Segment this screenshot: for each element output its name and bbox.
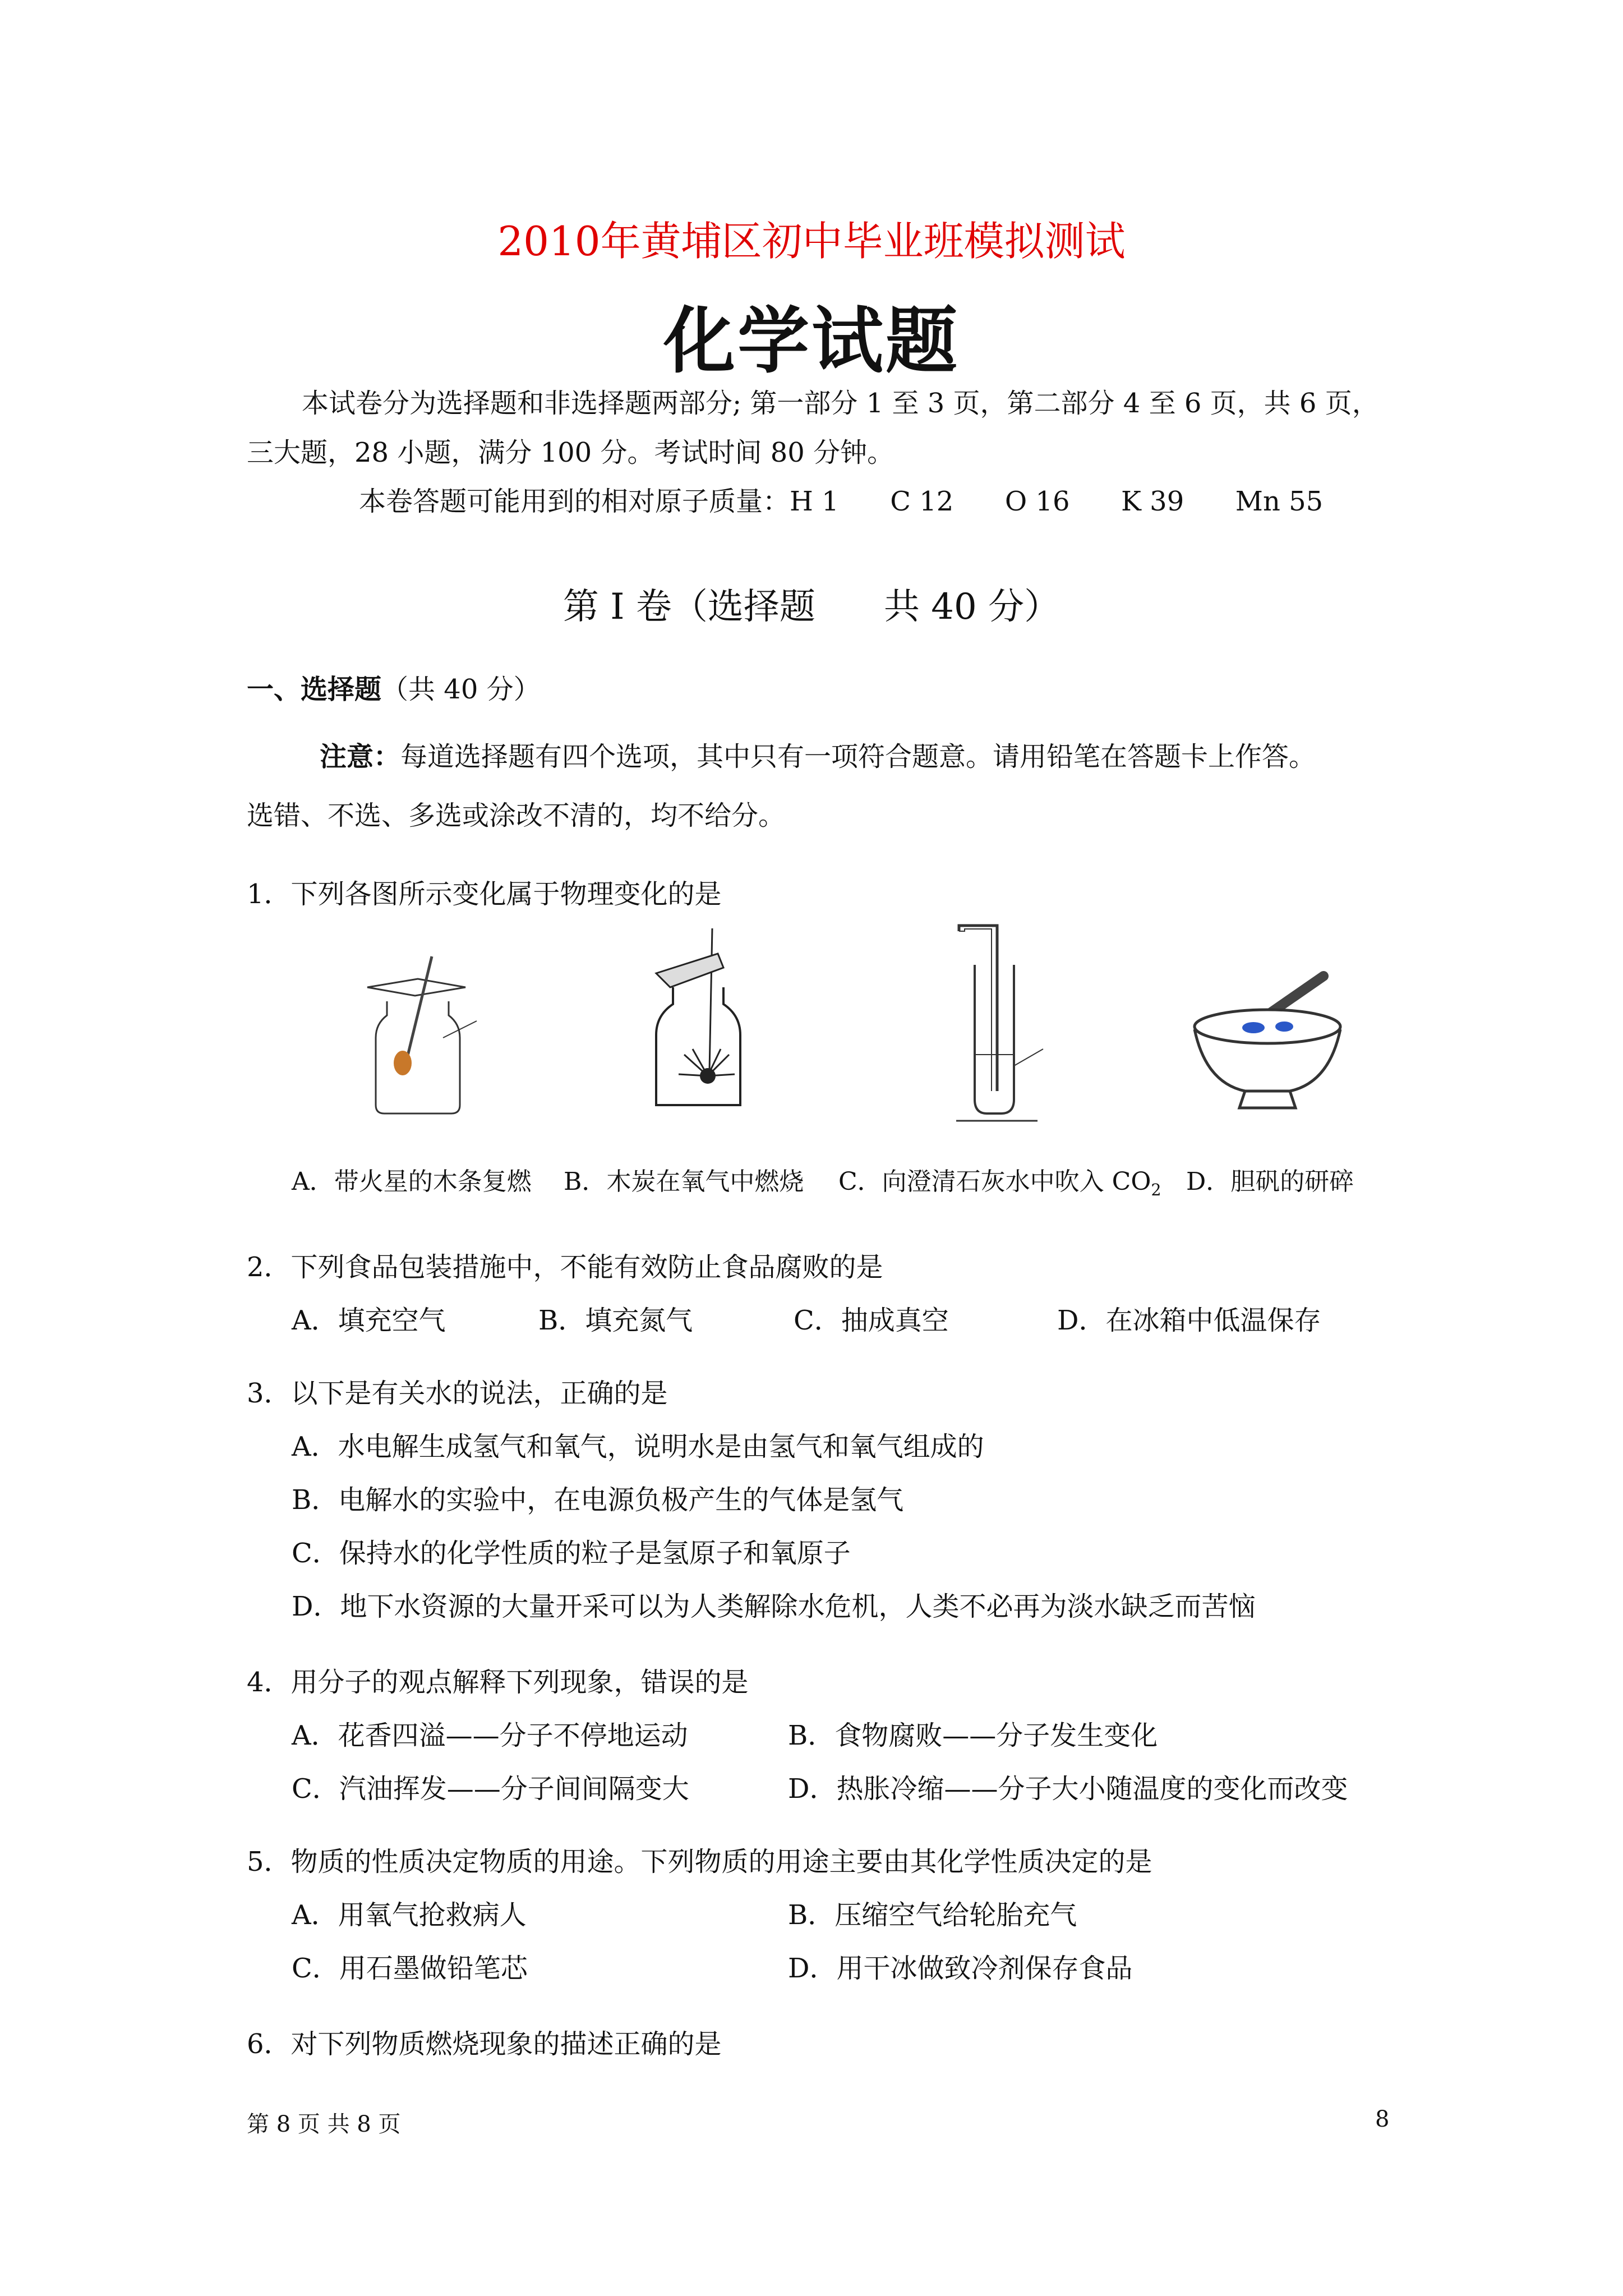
q5-option-c: C．用石墨做铅笔芯	[292, 1953, 528, 1984]
q1-option-c-text: C．向澄清石灰水中吹入 CO	[838, 1167, 1151, 1196]
notice-text: 每道选择题有四个选项，其中只有一项符合题意。请用铅笔在答题卡上作答。	[400, 741, 1316, 772]
q1-option-a: A．带火星的木条复燃	[292, 1167, 532, 1196]
q4-option-b: B．食物腐败——分子发生变化	[788, 1720, 1158, 1751]
section-points: （共 40 分）	[381, 674, 541, 705]
q5-option-d: D．用干冰做致冷剂保存食品	[788, 1953, 1133, 1984]
section-heading-label: 一、选择题	[247, 674, 382, 705]
q4-stem: 4．用分子的观点解释下列现象，错误的是	[247, 1667, 749, 1698]
q2-option-b: B．填充氮气	[538, 1305, 693, 1336]
q5-option-a: A．用氧气抢救病人	[292, 1899, 527, 1931]
notice-line-2: 选错、不选、多选或涂改不清的，均不给分。	[247, 800, 786, 831]
atomic-mass-line: 本卷答题可能用到的相对原子质量：H 1 C 12 O 16 K 39 Mn 55	[359, 486, 1324, 517]
q3-stem: 3．以下是有关水的说法，正确的是	[247, 1378, 668, 1409]
q1-option-c	[838, 1161, 1161, 1199]
subject-title: 化学试题	[663, 299, 960, 383]
q4-option-d: D．热胀冷缩——分子大小随温度的变化而改变	[788, 1773, 1348, 1805]
mortar-pestle-figure	[1183, 965, 1352, 1122]
intro-line-1: 本试卷分为选择题和非选择题两部分; 第一部分 1 至 3 页，第二部分 4 至 6 页，共 6 页，	[302, 388, 1379, 419]
q2-option-a: A．填充空气	[292, 1305, 446, 1336]
q3-option-c: C．保持水的化学性质的粒子是氢原子和氧原子	[292, 1538, 851, 1569]
q6-stem: 6．对下列物质燃烧现象的描述正确的是	[247, 2028, 722, 2060]
notice-label: 注意：	[320, 741, 401, 772]
bottle-splint-figure	[365, 954, 482, 1122]
notice	[320, 735, 1316, 774]
q5-stem: 5．物质的性质决定物质的用途。下列物质的用途主要由其化学性质决定的是	[247, 1846, 1152, 1878]
co2-subscript: 2	[1151, 1180, 1161, 1199]
q3-option-b: B．电解水的实验中，在电源负极产生的气体是氢气	[292, 1484, 904, 1516]
q2-option-c: C．抽成真空	[794, 1305, 949, 1336]
q4-option-a: A．花香四溢——分子不停地运动	[292, 1720, 688, 1751]
exam-title: 2010年黄埔区初中毕业班模拟测试	[497, 218, 1126, 265]
test-tube-co2-figure	[948, 920, 1049, 1125]
q3-option-d: D．地下水资源的大量开采可以为人类解除水危机，人类不必再为淡水缺乏而苦恼	[292, 1591, 1256, 1622]
page-number: 8	[1375, 2106, 1390, 2132]
q5-option-b: B．压缩空气给轮胎充气	[788, 1899, 1077, 1931]
part1-title: 第 I 卷（选择题 共 40 分）	[562, 586, 1061, 628]
charcoal-burning-figure	[645, 926, 751, 1116]
q1-option-d: D．胆矾的研碎	[1186, 1167, 1354, 1196]
q4-option-c: C．汽油挥发——分子间间隔变大	[292, 1773, 689, 1805]
q1-stem: 1．下列各图所示变化属于物理变化的是	[247, 878, 722, 910]
section-heading	[247, 668, 541, 706]
page-footer-left: 第 8 页 共 8 页	[247, 2111, 401, 2137]
intro-line-2: 三大题，28 小题，满分 100 分。考试时间 80 分钟。	[247, 437, 895, 468]
q2-option-d: D．在冰箱中低温保存	[1057, 1305, 1321, 1336]
q3-option-a: A．水电解生成氢气和氧气，说明水是由氢气和氧气组成的	[292, 1431, 984, 1462]
q1-option-b: B．木炭在氧气中燃烧	[564, 1167, 804, 1196]
q2-stem: 2．下列食品包装措施中，不能有效防止食品腐败的是	[247, 1251, 883, 1283]
